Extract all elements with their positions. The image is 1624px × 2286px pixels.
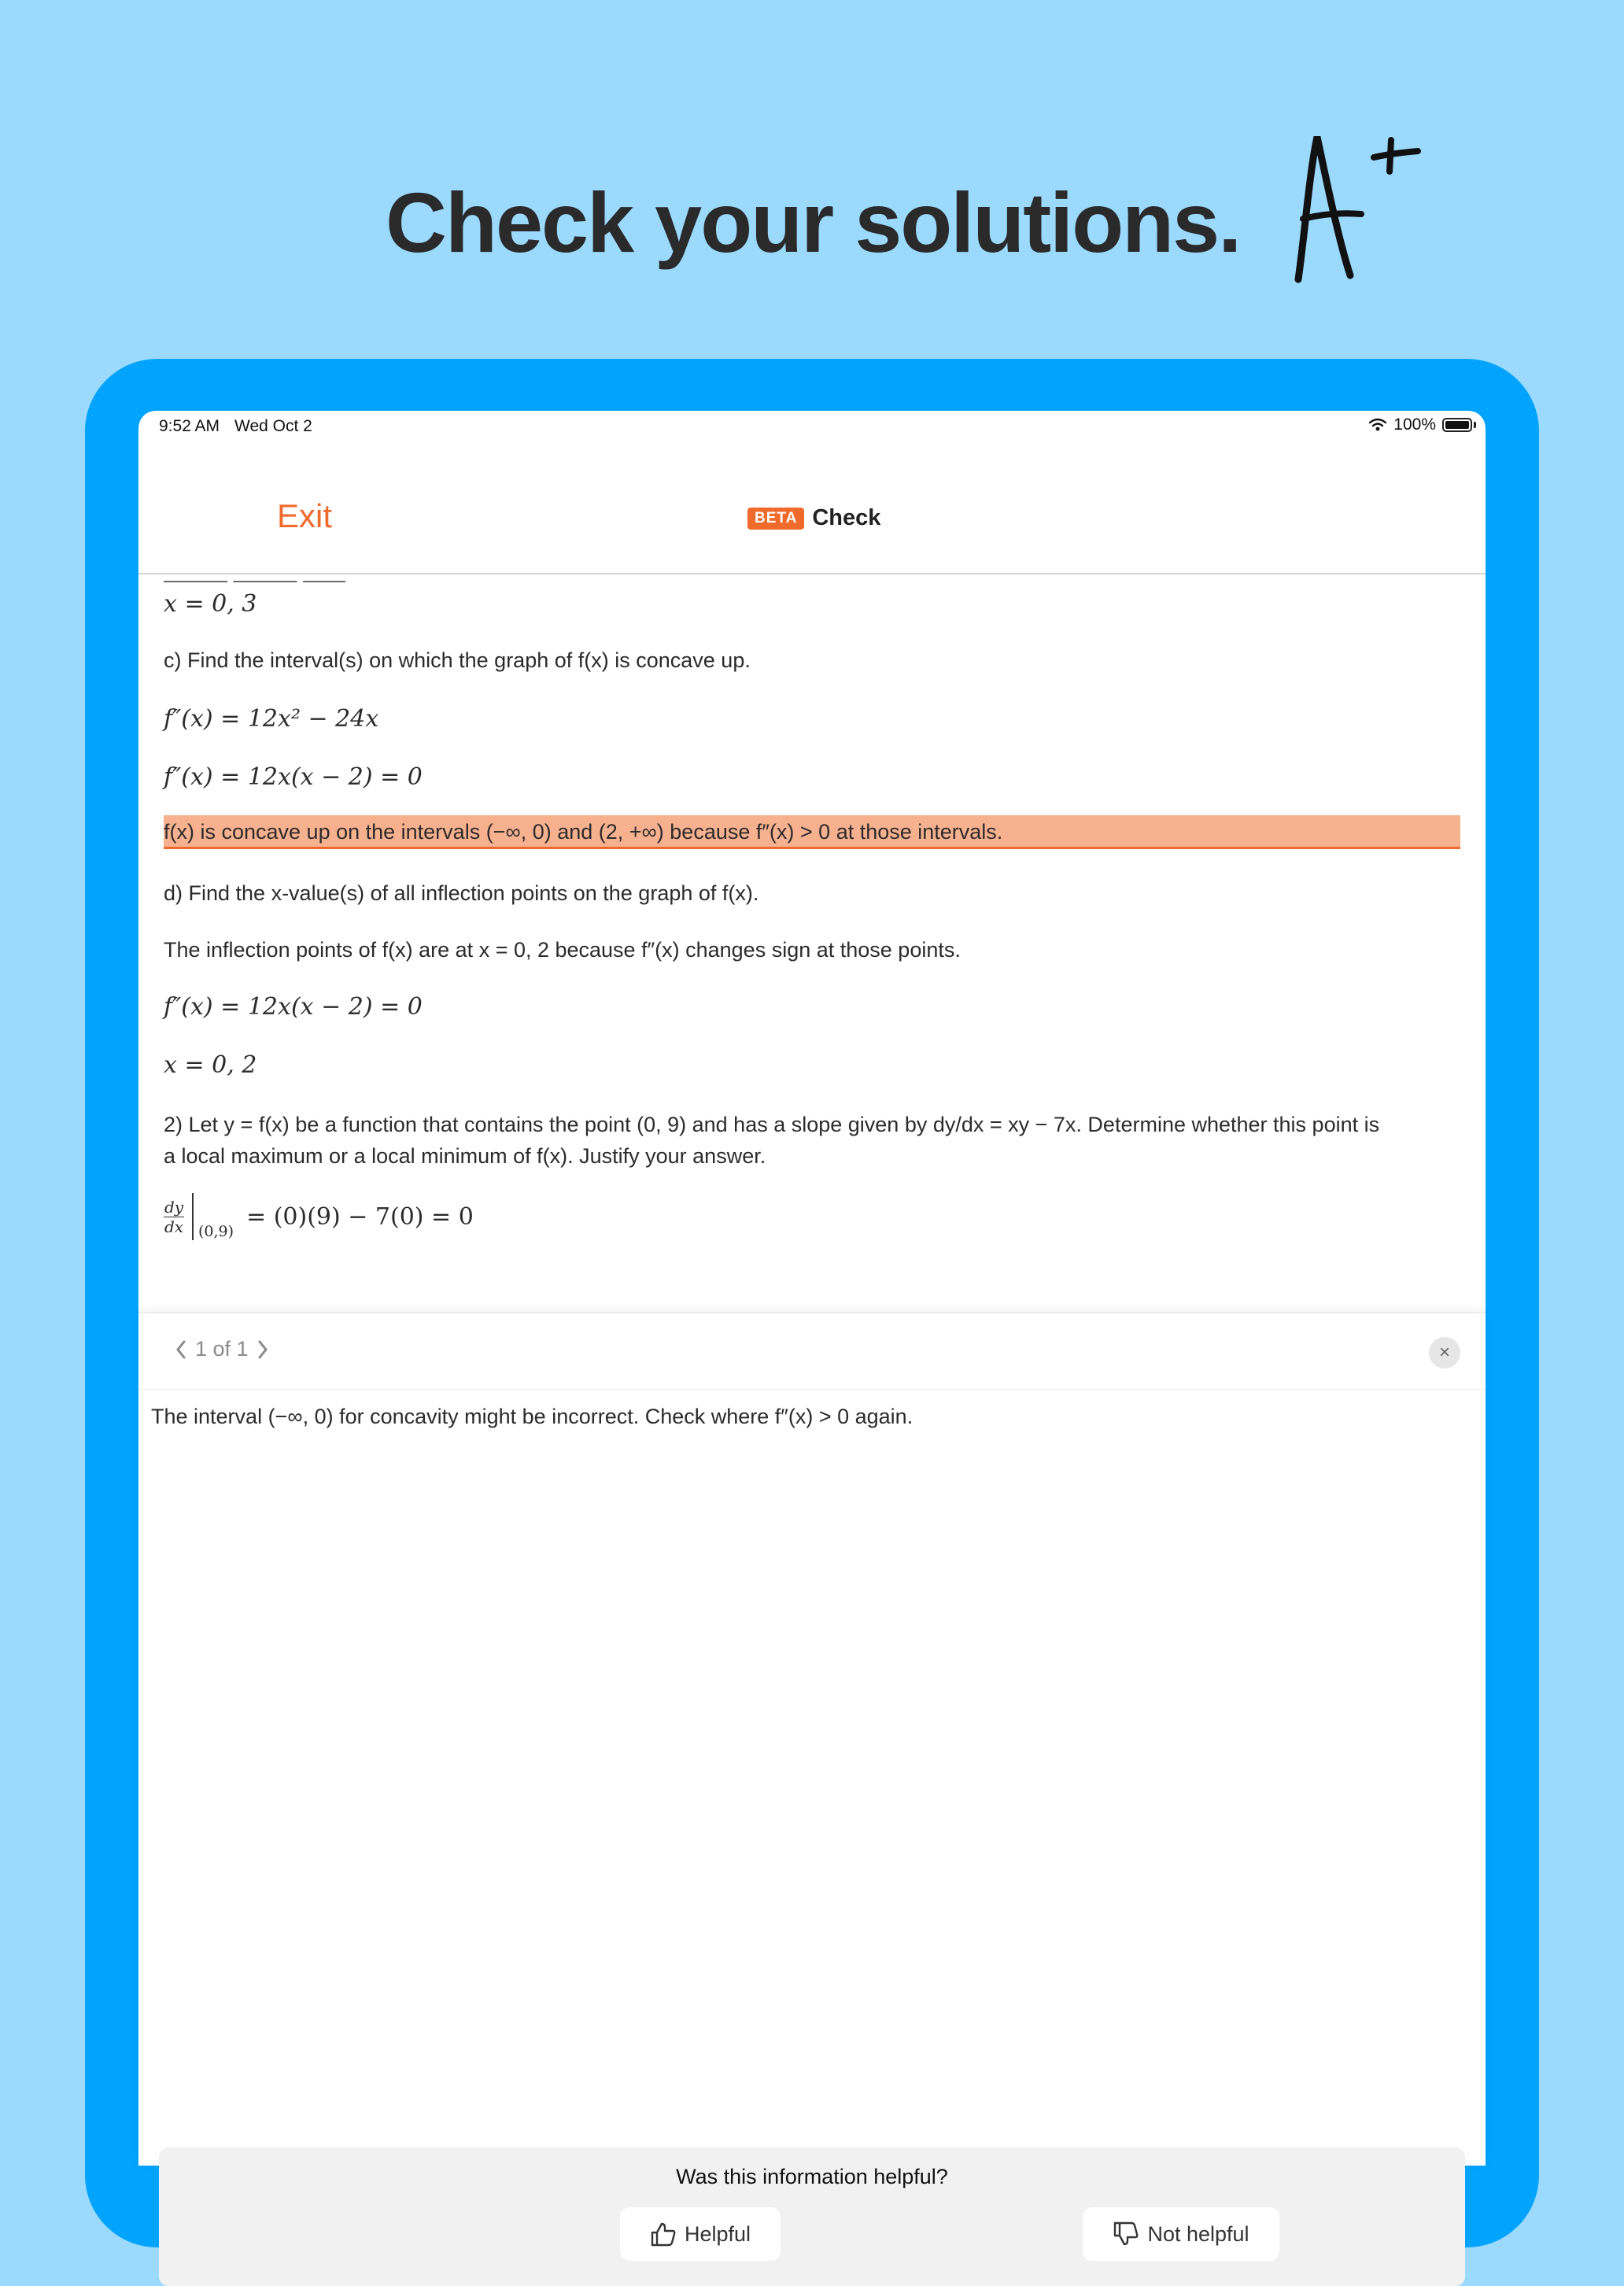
derivative-eval: [164, 1193, 474, 1240]
solution-line: The inflection points of f(x) are at x = 0, 2 because f″(x) changes sign at those points.: [164, 938, 961, 962]
nav-title-group: [747, 505, 880, 531]
close-icon[interactable]: ×: [1429, 1337, 1460, 1368]
eval-result: = (0)(9) − 7(0) = 0: [246, 1202, 474, 1231]
battery-percent: 100%: [1393, 415, 1436, 434]
not-helpful-label: Not helpful: [1147, 2221, 1249, 2246]
solution-content-lower[interactable]: [138, 938, 1486, 1313]
feedback-sheet: [138, 1313, 1486, 2246]
question-c: c) Find the interval(s) on which the graph of f(x) is concave up.: [164, 648, 751, 672]
question-2-line-2: a local maximum or a local minimum of f(x). Justify your answer.: [164, 1144, 766, 1168]
pager-label: 1 of 1: [195, 1337, 249, 1361]
fraction-bottom: dx: [164, 1217, 184, 1236]
battery-tip: [1474, 422, 1476, 428]
fraction: [164, 1198, 184, 1236]
thumbs-down-icon: [1113, 2221, 1139, 2247]
status-bar: [138, 411, 1486, 442]
solution-line: x = 0, 3: [164, 590, 257, 618]
eval-bar: [192, 1193, 194, 1240]
solution-line: f″(x) = 12x(x − 2) = 0: [164, 763, 423, 791]
solution-line: f″(x) = 12x(x − 2) = 0: [164, 993, 423, 1021]
nav-title: Check: [812, 505, 881, 530]
device-screen: [138, 411, 1486, 2246]
fraction-top: dy: [164, 1197, 184, 1217]
thumbs-up-icon: [650, 2221, 677, 2247]
helpful-survey: [159, 2148, 1465, 2286]
flagged-line: f(x) is concave up on the intervals (−∞, 0) and (2, +∞) because f″(x) > 0 at those intervals.: [164, 820, 1003, 844]
a-plus-logo: [1283, 126, 1440, 291]
question-d: d) Find the x-value(s) of all inflection points on the graph of f(x).: [164, 881, 759, 905]
status-right: [1368, 415, 1476, 434]
helpful-label: Helpful: [684, 2221, 751, 2246]
status-date: Wed Oct 2: [234, 417, 312, 435]
nav-bar: [138, 442, 1486, 574]
headline-title: Check your solutions.: [386, 175, 1241, 270]
question-2-line-1: 2) Let y = f(x) be a function that contains the point (0, 9) and has a slope given by dy/dx = xy − 7x. Determine whether this point is: [164, 1113, 1380, 1136]
eval-point: (0,9): [198, 1223, 234, 1240]
beta-badge: BETA: [747, 508, 804, 530]
clipped-line: ——— ——— ——: [164, 568, 346, 592]
chevron-left-icon[interactable]: [173, 1339, 189, 1361]
survey-question: Was this information helpful?: [676, 2165, 948, 2188]
feedback-message: The interval (−∞, 0) for concavity might be incorrect. Check where f″(x) > 0 again.: [151, 1405, 914, 1428]
helpful-button[interactable]: [620, 2207, 781, 2261]
chevron-right-icon[interactable]: [255, 1339, 271, 1361]
solution-line: x = 0, 2: [164, 1051, 257, 1079]
solution-line: f″(x) = 12x² − 24x: [164, 705, 379, 733]
status-time: 9:52 AM: [159, 417, 220, 435]
battery-icon: [1442, 418, 1472, 432]
wifi-icon: [1368, 418, 1387, 432]
solution-content[interactable]: [138, 568, 1486, 938]
not-helpful-button[interactable]: [1083, 2207, 1279, 2261]
pager: [173, 1337, 271, 1361]
exit-button[interactable]: Exit: [277, 497, 333, 534]
divider: [138, 1389, 1486, 1390]
